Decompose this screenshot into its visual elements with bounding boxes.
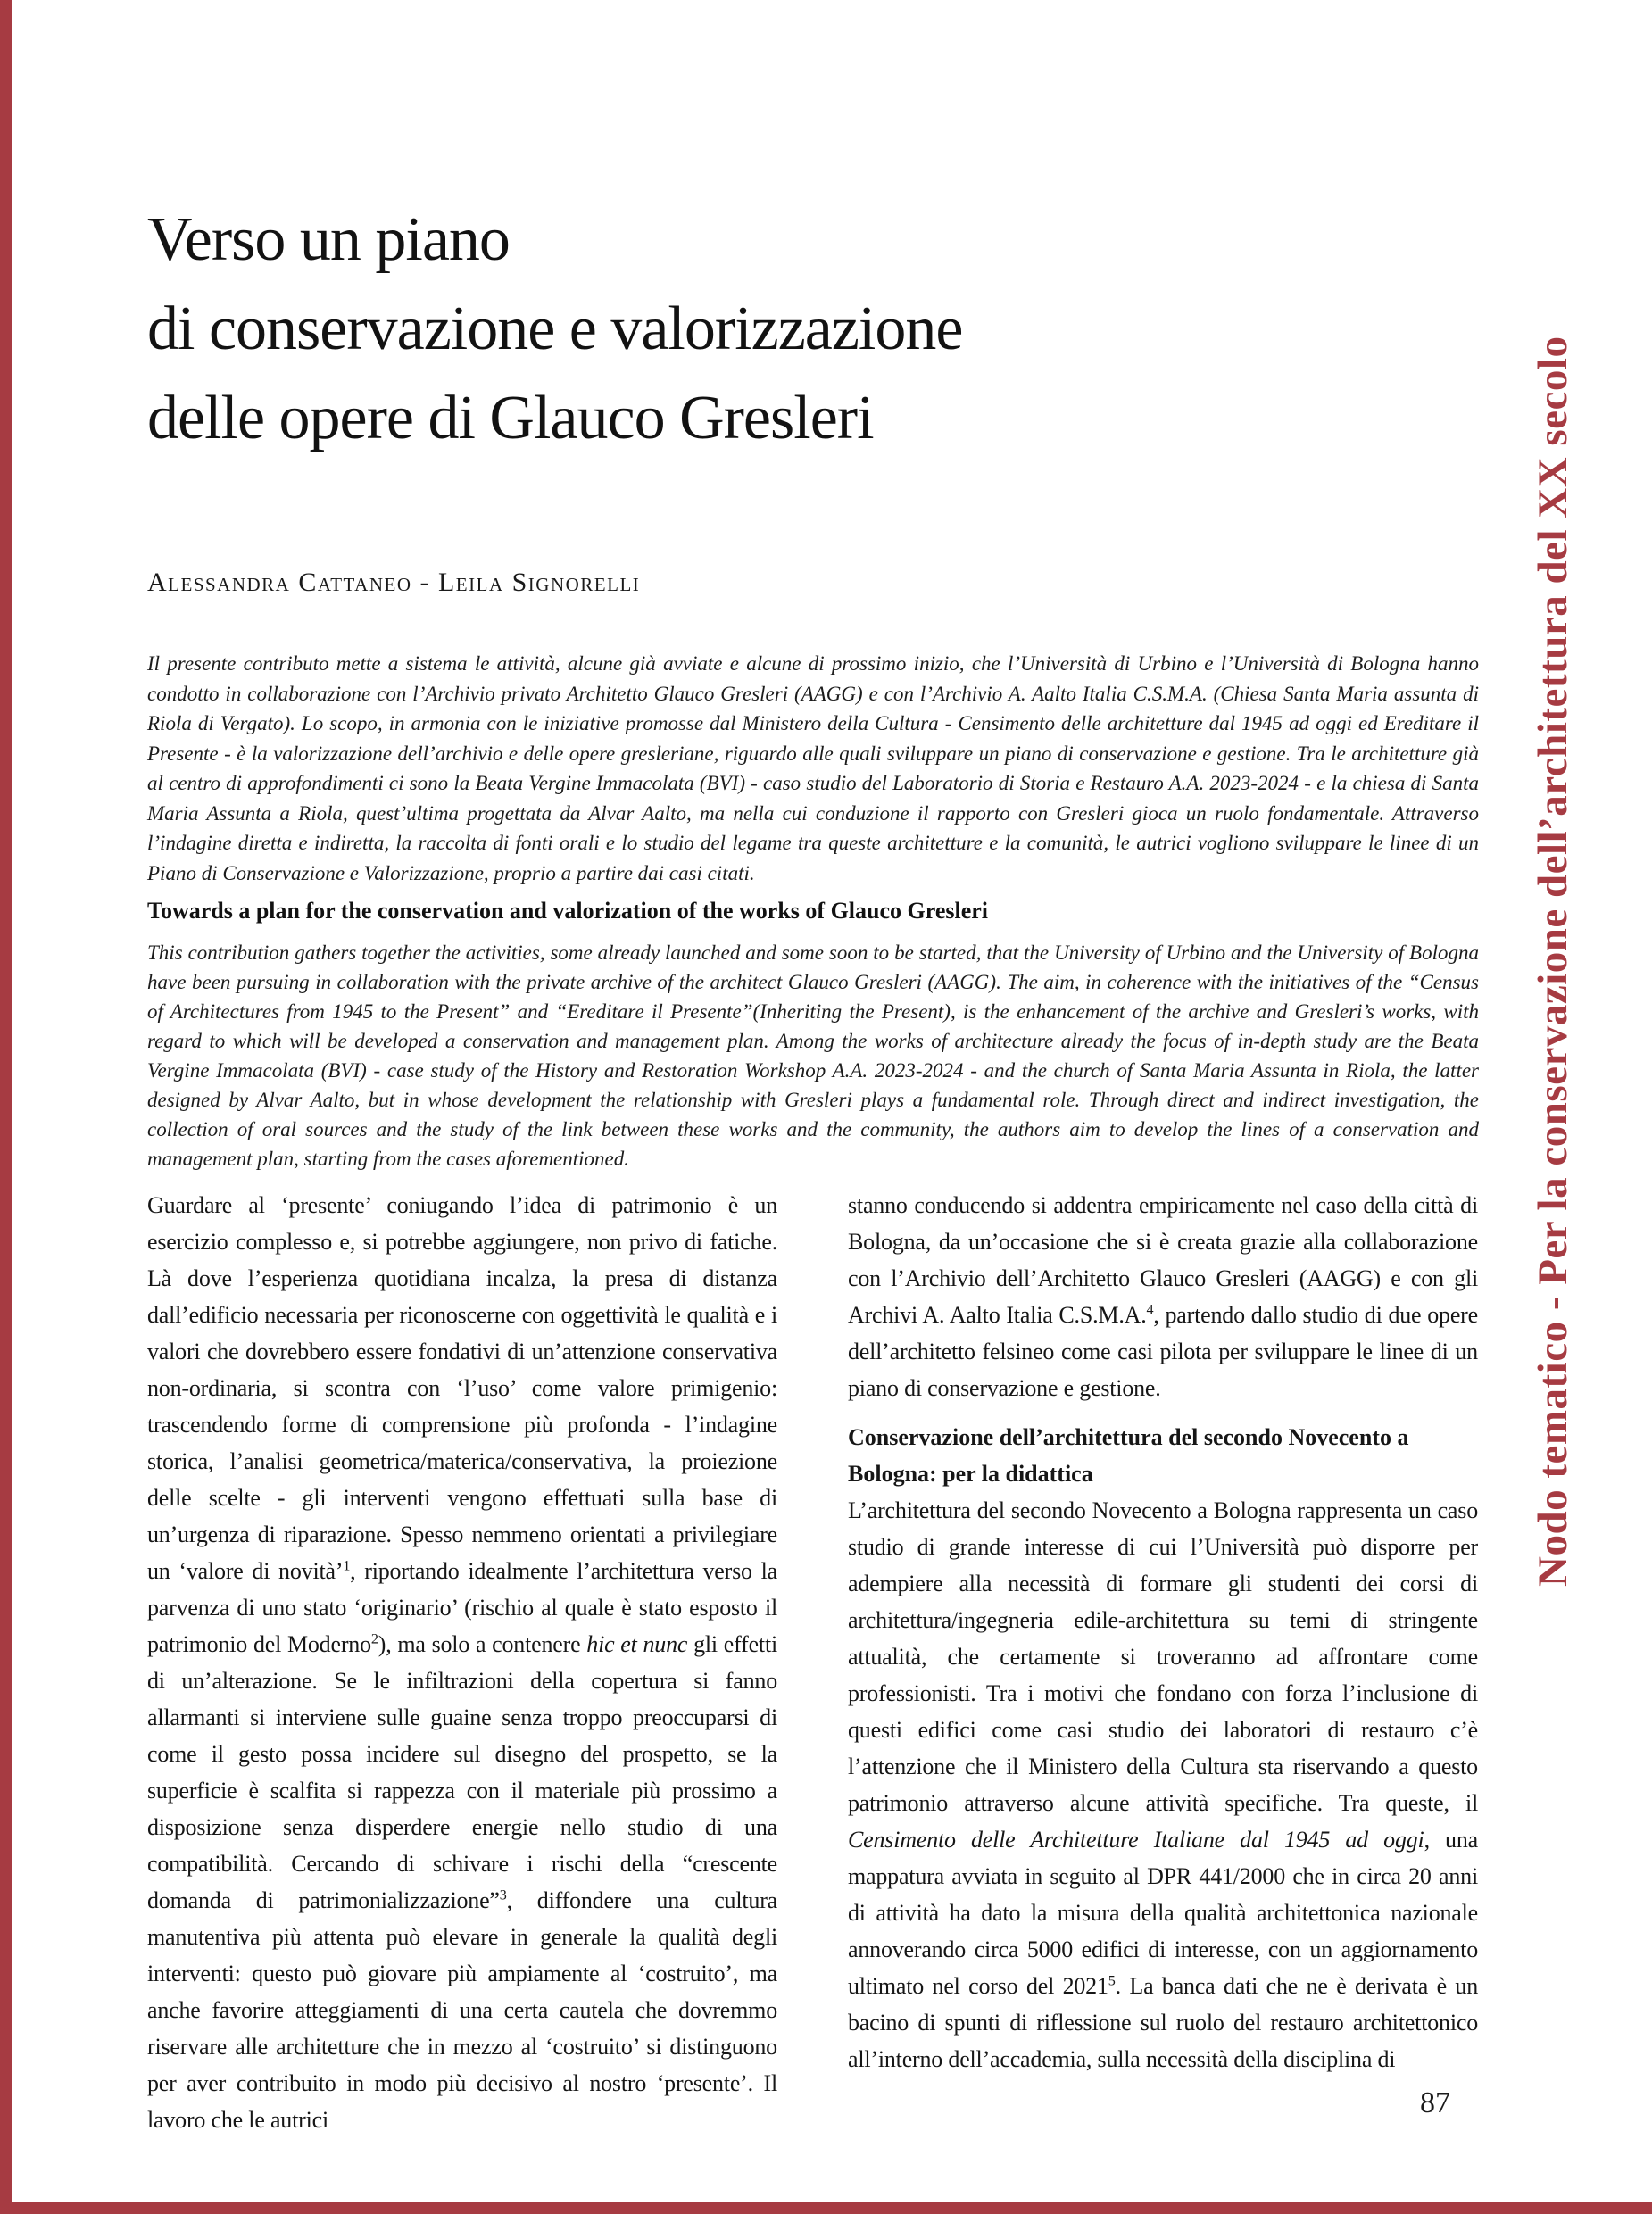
body-column-left — [147, 1187, 778, 2133]
left-edge-rule — [0, 0, 12, 2214]
abstract-english: This contribution gathers together the activities, some already launched and some soon to be started, that the University of Urbino and the University of Bologna have been pursuing in collaboration with the private archive of the architect Glauco Gresleri (AAGG). The aim, in coherence with the initiatives of the “Census of Architectures from 1945 to the Present” and “Ereditare il Presente”(Inheriting the Present), is the enhancement of the archive and Gresleri’s works, with regard to which will be developed a conservation and management plan. Among the works of architecture already the focus of in-depth study are the Beata Vergine Immacolata (BVI) - case study of the History and Restoration Workshop A.A. 2023-2024 - and the church of Santa Maria Assunta in Riola, the latter designed by Alvar Aalto, but in whose development the relationship with Gresleri plays a fundamental role. Through direct and indirect investigation, the collection of oral sources and the study of the link between these works and the community, the authors aim to develop the lines of a conservation and management plan, starting from the cases aforementioned. — [147, 941, 1479, 1170]
section-subheading: Conservazione dell’architettura del secondo Novecento a Bologna: per la didattica — [848, 1424, 1409, 1487]
body-paragraph-left: Guardare al ‘presente’ coniugando l’idea di patrimonio è un esercizio complesso e, si potrebbe aggiungere, non privo di fatiche. Là dove l’esperienza quotidiana incalza, la presa di distanza dall’edificio necessaria per riconoscerne con oggettività le qualità e i valori che dovrebbero essere fondativi di un’attenzione conservativa non-ordinaria, si scontra con ‘l’uso’ come valore primigenio: trascendendo forme di comprensione più profonda - l’indagine storica, l’analisi geometrica/materica/conservativa, la proiezione delle scelte - gli interventi vengono effettuati sulla base di un’urgenza di riparazione. Spesso nemmeno orientati a privilegiare un ‘valore di novità’$^1$, riportando idealmente l’architettura verso la parvenza di uno stato ‘originario’ (rischio al quale è stato esposto il patrimonio del Moderno$^2$), ma solo a contenere hic et nunc gli effetti di un’alterazione. Se le infiltrazioni della copertura si fanno allarmanti si interviene sulle guaine senza troppo preoccuparsi di come il gesto possa incidere sul disegno del prospetto, se la superficie è scalfita si rappezza con il materiale più prossimo a disposizione senza disperdere energie nello studio di una compatibilità. Cercando di schivare i rischi della “crescente domanda di patrimonializzazione”$^3$, diffondere una cultura manutentiva più attenta può elevare in generale la qualità degli interventi: questo può giovare più ampiamente al ‘costruito’, ma anche favorire atteggiamenti di una certa cautela che dovremmo riservare alle architetture che in mezzo al ‘costruito’ si distinguono per aver contribuito in modo più decisivo al nostro ‘presente’. Il lavoro che le autrici — [147, 1192, 778, 2133]
article-title-line-3: delle opere di Glauco Gresleri — [147, 383, 874, 452]
body-column-right — [848, 1187, 1478, 2088]
authors: Alessandra Cattaneo - Leila Signorelli — [147, 568, 641, 597]
bottom-edge-rule — [0, 2202, 1652, 2214]
article-title — [147, 195, 1352, 463]
article-title-line-2: di conservazione e valorizzazione — [147, 294, 963, 363]
abstract-italian: Il presente contributo mette a sistema le attività, alcune già avviate e alcune di prossimo inizio, che l’Università di Urbino e l’Università di Bologna hanno condotto in collaborazione con l’Archivio privato Architetto Glauco Gresleri (AAGG) e con l’Archivio A. Aalto Italia C.S.M.A. (Chiesa Santa Maria assunta di Riola di Vergato). Lo scopo, in armonia con le iniziative promosse dal Ministero della Cultura - Censimento delle architetture dal 1945 ad oggi ed Ereditare il Presente - è la valorizzazione dell’archivio e delle opere gresleriane, riguardo alle quali sviluppare un piano di conservazione e gestione. Tra le architetture già al centro di approfondimenti ci sono la Beata Vergine Immacolata (BVI) - caso studio del Laboratorio di Storia e Restauro A.A. 2023-2024 - e la chiesa di Santa Maria Assunta a Riola, quest’ultima progettata da Alvar Aalto, ma nella cui conduzione il rapporto con Gresleri gioca un ruolo fondamentale. Attraverso l’indagine diretta e indiretta, la raccolta di fonti orali e lo studio del legame tra queste architetture e la comunità, le autrici vogliono sviluppare le linee di un Piano di Conservazione e Valorizzazione, proprio a partire dai casi citati. — [147, 652, 1479, 884]
body-paragraph-right-2: L’architettura del secondo Novecento a Bologna rappresenta un caso studio di grande interesse di cui l’Università può disporre per adempiere alla necessità di formare gli studenti dei corsi di architettura/ingegneria edile-architettura su temi di stringente attualità, che certamente si troveranno ad affrontare come professionisti. Tra i motivi che fondano con forza l’inclusione di questi edifici come casi studio dei laboratori di restauro c’è l’attenzione che il Ministero della Cultura sta riservando a questo patrimonio attraverso alcune attività specifiche. Tra queste, il Censimento delle Architetture Italiane dal 1945 ad oggi, una mappatura avviata in seguito al DPR 441/2000 che in circa 20 anni di attività ha dato la misura della qualità architettonica nazionale annoverando circa 5000 edifici di interesse, con un aggiornamento ultimato nel corso del 2021$^5$. La banca dati che ne è derivata è un bacino di spunti di riflessione sul ruolo del restauro architettonico all’interno dell’accademia, sulla necessità della disciplina di — [848, 1497, 1478, 2072]
vertical-section-label: Nodo tematico - Per la conservazione dell’architettura del XX secolo — [1530, 336, 1576, 1587]
abstract-english-heading: Towards a plan for the conservation and valorization of the works of Glauco Gresleri — [147, 898, 989, 924]
body-paragraph-right-1: stanno conducendo si addentra empiricamente nel caso della città di Bologna, da un’occasione che si è creata grazie alla collaborazione con l’Archivio dell’Architetto Glauco Gresleri (AAGG) e con gli Archivi A. Aalto Italia C.S.M.A.$^4$, partendo dallo studio di due opere dell’architetto felsineo come casi pilota per sviluppare le linee di un piano di conservazione e gestione. — [848, 1192, 1478, 1401]
article-title-line-1: Verso un piano — [147, 204, 510, 274]
page-number: 87 — [1420, 2086, 1450, 2119]
